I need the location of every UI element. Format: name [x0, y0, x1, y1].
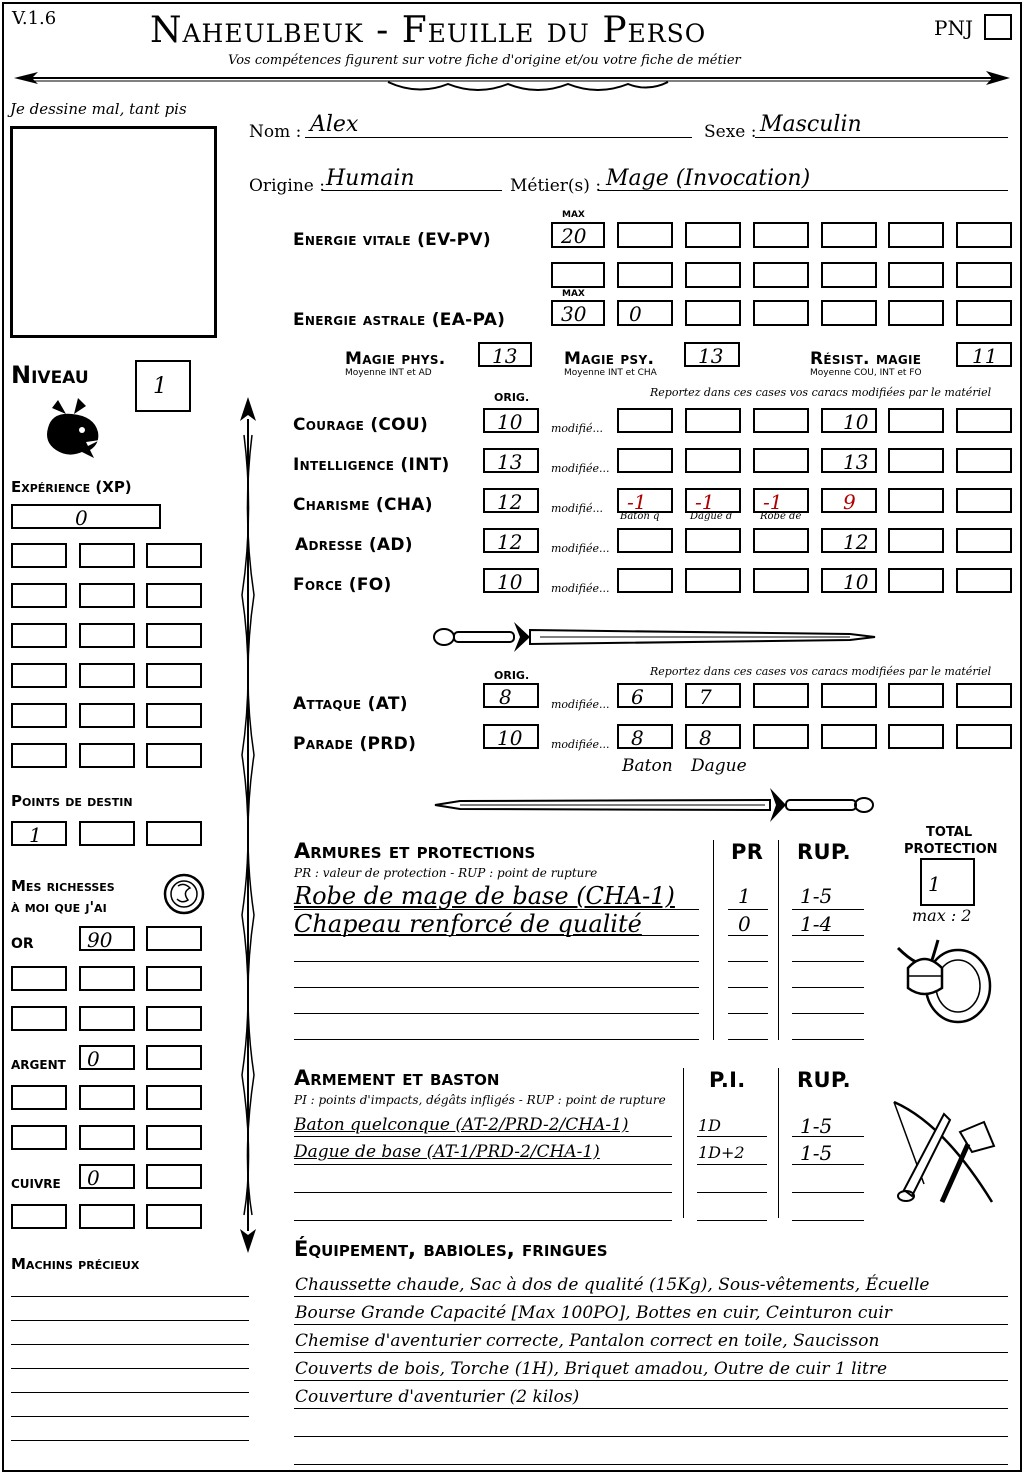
- magie-phys-label: Magie phys.: [345, 349, 446, 369]
- total-label-1: TOTAL: [926, 825, 973, 840]
- armures-line[interactable]: [728, 909, 768, 910]
- or-box-2[interactable]: [146, 926, 202, 951]
- carac-orig-box[interactable]: [483, 448, 539, 473]
- resist-magie-value: 11: [972, 344, 998, 368]
- armement-line[interactable]: [697, 1136, 767, 1137]
- armures-title: Armures et protections: [294, 839, 536, 863]
- ev-box-7[interactable]: [956, 222, 1012, 248]
- armement-col-rup: RUP.: [797, 1068, 851, 1092]
- origine-value[interactable]: Humain: [326, 166, 415, 191]
- sexe-underline: [755, 137, 1008, 138]
- ea-box-3[interactable]: [685, 300, 741, 326]
- combat-orig-label: ORIG.: [494, 669, 530, 682]
- metier-label: Métier(s) :: [510, 176, 602, 196]
- carac-orig-box[interactable]: [483, 528, 539, 553]
- carac-mod-box[interactable]: [956, 568, 1012, 593]
- prd-label: Parade (PRD): [293, 734, 417, 754]
- armures-subtitle: PR : valeur de protection - RUP : point de rupture: [294, 866, 598, 880]
- ev-box-4[interactable]: [753, 222, 809, 248]
- xp-grid-box[interactable]: [146, 743, 202, 768]
- sword-icon-2: [430, 780, 880, 830]
- ev-row2-box-4[interactable]: [753, 262, 809, 288]
- armement-title: Armement et baston: [294, 1066, 500, 1090]
- or-value: 90: [87, 928, 113, 952]
- prd-orig-value: 10: [497, 726, 523, 750]
- pnj-checkbox[interactable]: [984, 14, 1012, 40]
- ev-box-6[interactable]: [888, 222, 944, 248]
- carac-mod-box[interactable]: [956, 408, 1012, 433]
- machins-line[interactable]: [11, 1344, 249, 1345]
- page-subtitle: Vos compétences figurent sur votre fiche d'origine et/ou votre fiche de métier: [228, 53, 741, 68]
- cuivre-value: 0: [87, 1166, 100, 1190]
- xp-grid-box[interactable]: [79, 543, 135, 568]
- machins-line[interactable]: [11, 1320, 249, 1321]
- argent-row2-box-2[interactable]: [79, 1085, 135, 1110]
- machins-line[interactable]: [11, 1416, 249, 1417]
- armement-line[interactable]: [294, 1192, 672, 1193]
- pnj-label: PNJ: [934, 16, 973, 40]
- armures-line[interactable]: [728, 1013, 768, 1014]
- prd-box-3[interactable]: [753, 724, 809, 749]
- ev-max-box[interactable]: [551, 222, 605, 248]
- carac-mod-value: -1: [763, 490, 783, 514]
- xp-grid-box[interactable]: [79, 583, 135, 608]
- xp-grid-box[interactable]: [11, 743, 67, 768]
- or-row3-box-3[interactable]: [146, 1006, 202, 1031]
- or-row2-box-3[interactable]: [146, 966, 202, 991]
- dragon-icon: [38, 392, 106, 464]
- armures-line[interactable]: [792, 987, 864, 988]
- staff-icon: [228, 395, 268, 1255]
- carac-mod-box[interactable]: [753, 448, 809, 473]
- destin-box-1[interactable]: [11, 821, 67, 846]
- carac-mod-box[interactable]: [685, 448, 741, 473]
- argent-label: ARGENT: [11, 1058, 66, 1072]
- xp-value: 0: [75, 506, 88, 530]
- argent-box[interactable]: [79, 1045, 135, 1070]
- machins-line[interactable]: [11, 1368, 249, 1369]
- total-protection-box[interactable]: [920, 858, 975, 906]
- armement-line[interactable]: [792, 1164, 864, 1165]
- armement-line[interactable]: [294, 1220, 672, 1221]
- or-row3-box-1[interactable]: [11, 1006, 67, 1031]
- ev-row2-box-5[interactable]: [821, 262, 877, 288]
- armures-line[interactable]: [792, 961, 864, 962]
- armures-line[interactable]: [294, 935, 699, 936]
- ev-box-2[interactable]: [617, 222, 673, 248]
- total-protection-value: 1: [928, 872, 941, 896]
- destin-label: Points de destin: [11, 792, 133, 810]
- xp-grid-box[interactable]: [146, 543, 202, 568]
- carac-mod-box[interactable]: [617, 488, 673, 513]
- carac-mod-box[interactable]: [617, 568, 673, 593]
- origine-label: Origine :: [249, 176, 325, 196]
- prd-mod-label: modifiée...: [551, 738, 610, 751]
- prd-value-2: 8: [699, 726, 712, 750]
- resist-magie-sub: Moyenne COU, INT et FO: [810, 368, 922, 378]
- ea-max-label: MAX: [562, 289, 585, 299]
- carac-orig-value: 10: [497, 410, 523, 434]
- sword-icon: [430, 612, 880, 662]
- ev-row2-box-2[interactable]: [617, 262, 673, 288]
- carac-mod-box[interactable]: [617, 528, 673, 553]
- prd-box-1[interactable]: [617, 724, 673, 749]
- nom-value[interactable]: Alex: [310, 112, 359, 137]
- xp-grid-box[interactable]: [146, 623, 202, 648]
- carac-mod-box[interactable]: [821, 528, 877, 553]
- armures-divider-2: [778, 840, 779, 1040]
- xp-grid-box[interactable]: [79, 663, 135, 688]
- armement-line[interactable]: [294, 1164, 672, 1165]
- resist-magie-label: Résist. magie: [810, 349, 922, 369]
- equipement-line-text[interactable]: Chaussette chaude, Sac à dos de qualité (15Kg), Sous-vêtements, Écuelle: [295, 1275, 930, 1295]
- armure-item-1-name[interactable]: Robe de mage de base (CHA-1): [294, 882, 675, 910]
- carac-mod-box[interactable]: [753, 408, 809, 433]
- cuivre-row2-box-3[interactable]: [146, 1204, 202, 1229]
- arme-item-2-pi[interactable]: 1D+2: [698, 1143, 745, 1162]
- prd-box-4[interactable]: [821, 724, 877, 749]
- argent-row2-box-1[interactable]: [11, 1085, 67, 1110]
- richesses-label-1: Mes richesses: [11, 877, 115, 895]
- carac-mod-value: 10: [843, 410, 869, 434]
- origine-underline: [322, 190, 502, 191]
- ea-max-value: 30: [561, 302, 587, 326]
- carac-mod-box[interactable]: [753, 528, 809, 553]
- arme-item-1-pi[interactable]: 1D: [698, 1116, 722, 1135]
- equipement-line: [294, 1380, 1008, 1381]
- ea-box-6[interactable]: [888, 300, 944, 326]
- at-box-6[interactable]: [956, 683, 1012, 708]
- armures-line[interactable]: [294, 987, 699, 988]
- armures-line[interactable]: [792, 1013, 864, 1014]
- at-box-4[interactable]: [821, 683, 877, 708]
- armure-item-2-name[interactable]: Chapeau renforcé de qualité: [294, 910, 642, 938]
- xp-box[interactable]: [11, 504, 161, 529]
- armures-line[interactable]: [294, 909, 699, 910]
- carac-mod-box[interactable]: [753, 488, 809, 513]
- xp-grid-box[interactable]: [146, 583, 202, 608]
- total-label-2: PROTECTION: [904, 842, 998, 857]
- magie-phys-value: 13: [492, 344, 518, 368]
- carac-mod-box[interactable]: [821, 448, 877, 473]
- at-value-2: 7: [699, 685, 712, 709]
- xp-grid-box[interactable]: [146, 703, 202, 728]
- or-row2-box-1[interactable]: [11, 966, 67, 991]
- magie-psy-value: 13: [698, 344, 724, 368]
- at-mod-label: modifiée...: [551, 698, 610, 711]
- caracs-orig-label: ORIG.: [494, 391, 530, 404]
- equipement-line-text[interactable]: Couverts de bois, Torche (1H), Briquet amadou, Outre de cuir 1 litre: [295, 1359, 888, 1379]
- carac-label: Adresse (AD): [295, 535, 413, 555]
- caracs-note: Reportez dans ces cases vos caracs modifiées par le matériel: [650, 386, 992, 399]
- armement-divider-2: [778, 1068, 779, 1218]
- carac-mod-label: modifiée...: [551, 462, 610, 475]
- cuivre-row2-box-2[interactable]: [79, 1204, 135, 1229]
- armement-line[interactable]: [294, 1136, 672, 1137]
- carac-mod-box[interactable]: [821, 568, 877, 593]
- prd-orig-box[interactable]: [483, 724, 539, 749]
- carac-mod-box[interactable]: [821, 488, 877, 513]
- carac-mod-value: 12: [843, 530, 869, 554]
- armures-line[interactable]: [294, 961, 699, 962]
- at-orig-box[interactable]: [483, 683, 539, 708]
- equipement-line-text[interactable]: Bourse Grande Capacité [Max 100PO], Bottes en cuir, Ceinturon cuir: [295, 1303, 892, 1323]
- armement-line[interactable]: [792, 1220, 864, 1221]
- armure-item-2-pr[interactable]: 0: [738, 912, 751, 936]
- xp-grid-box[interactable]: [11, 663, 67, 688]
- carac-mod-box[interactable]: [888, 488, 944, 513]
- resist-magie-box[interactable]: [956, 342, 1012, 367]
- ev-box-3[interactable]: [685, 222, 741, 248]
- sexe-label: Sexe :: [704, 122, 757, 142]
- carac-label: Force (FO): [293, 575, 392, 595]
- carac-orig-value: 10: [497, 570, 523, 594]
- machins-line[interactable]: [11, 1440, 249, 1441]
- armement-line[interactable]: [697, 1192, 767, 1193]
- xp-grid-box[interactable]: [79, 703, 135, 728]
- cha-note-3: Robe de: [760, 511, 802, 522]
- armures-line[interactable]: [792, 935, 864, 936]
- at-value-1: 6: [631, 685, 644, 709]
- xp-grid-box[interactable]: [11, 703, 67, 728]
- carac-orig-value: 12: [497, 530, 523, 554]
- at-box-3[interactable]: [753, 683, 809, 708]
- ev-row2-box-7[interactable]: [956, 262, 1012, 288]
- carac-mod-box[interactable]: [753, 568, 809, 593]
- armures-line[interactable]: [728, 1039, 768, 1040]
- carac-mod-box[interactable]: [617, 448, 673, 473]
- equipement-line: [294, 1296, 1008, 1297]
- armures-line[interactable]: [728, 987, 768, 988]
- armure-item-2-rup[interactable]: 1-4: [800, 912, 833, 936]
- ev-label: Energie vitale (EV-PV): [293, 230, 491, 250]
- cha-note-1: Baton q: [620, 511, 660, 522]
- xp-grid-box[interactable]: [11, 623, 67, 648]
- ea-box-5[interactable]: [821, 300, 877, 326]
- argent-value: 0: [87, 1047, 100, 1071]
- equipement-line: [294, 1436, 1008, 1437]
- carac-mod-box[interactable]: [617, 408, 673, 433]
- sexe-value[interactable]: Masculin: [760, 112, 862, 137]
- armement-line[interactable]: [792, 1192, 864, 1193]
- equipement-line: [294, 1324, 1008, 1325]
- armures-col-rup: RUP.: [797, 840, 851, 864]
- carac-mod-box[interactable]: [888, 568, 944, 593]
- carac-mod-box[interactable]: [685, 568, 741, 593]
- prd-box-2[interactable]: [685, 724, 741, 749]
- at-orig-value: 8: [499, 685, 512, 709]
- carac-label: Courage (COU): [293, 415, 429, 435]
- carac-label: Charisme (CHA): [293, 495, 433, 515]
- carac-orig-box[interactable]: [483, 568, 539, 593]
- ea-box-7[interactable]: [956, 300, 1012, 326]
- or-label: OR: [11, 936, 34, 952]
- metier-value[interactable]: Mage (Invocation): [606, 166, 811, 191]
- machins-line[interactable]: [11, 1296, 249, 1297]
- carac-orig-box[interactable]: [483, 488, 539, 513]
- niveau-value: 1: [153, 374, 167, 399]
- equipement-title: Équipement, babioles, fringues: [294, 1237, 608, 1261]
- equipement-line: [294, 1408, 1008, 1409]
- ea-label: Energie astrale (EA-PA): [293, 310, 506, 330]
- version-label: V.1.6: [12, 8, 57, 29]
- carac-mod-box[interactable]: [685, 528, 741, 553]
- carac-mod-box[interactable]: [956, 488, 1012, 513]
- machins-label: Machins précieux: [11, 1255, 140, 1273]
- carac-mod-value: -1: [627, 490, 647, 514]
- helmet-shield-icon: [888, 928, 998, 1028]
- carac-label: Intelligence (INT): [293, 455, 450, 475]
- cuivre-row2-box-1[interactable]: [11, 1204, 67, 1229]
- carac-mod-box[interactable]: [956, 528, 1012, 553]
- armure-item-1-rup[interactable]: 1-5: [800, 884, 833, 908]
- arme-item-2-rup[interactable]: 1-5: [800, 1141, 833, 1165]
- carac-mod-label: modifié...: [551, 502, 603, 515]
- carac-mod-box[interactable]: [685, 488, 741, 513]
- armures-line[interactable]: [728, 961, 768, 962]
- ev-max-label: MAX: [562, 210, 585, 220]
- equipement-line-text[interactable]: Chemise d'aventurier correcte, Pantalon correct en toile, Saucisson: [295, 1331, 880, 1351]
- ea-box-4[interactable]: [753, 300, 809, 326]
- carac-mod-label: modifiée...: [551, 582, 610, 595]
- machins-line[interactable]: [11, 1392, 249, 1393]
- magie-phys-sub: Moyenne INT et AD: [345, 368, 432, 378]
- page-title: Naheulbeuk - Feuille du Perso: [150, 10, 707, 51]
- magie-psy-label: Magie psy.: [564, 349, 655, 369]
- weapons-icon: [884, 1094, 1004, 1212]
- or-row3-box-2[interactable]: [79, 1006, 135, 1031]
- ea-second-value: 0: [629, 302, 642, 326]
- armement-divider-1: [683, 1068, 684, 1218]
- argent-row3-box-3[interactable]: [146, 1125, 202, 1150]
- xp-label: Expérience (XP): [11, 478, 132, 496]
- spear-divider-icon: [8, 62, 1016, 98]
- magie-psy-sub: Moyenne INT et CHA: [564, 368, 657, 378]
- nom-label: Nom :: [249, 122, 302, 142]
- carac-mod-box[interactable]: [888, 528, 944, 553]
- cuivre-label: CUIVRE: [11, 1177, 61, 1191]
- nom-underline: [305, 137, 692, 138]
- armement-line[interactable]: [792, 1136, 864, 1137]
- xp-grid-box[interactable]: [79, 743, 135, 768]
- cha-note-2: Dague d: [690, 511, 733, 522]
- armement-col-pi: P.I.: [709, 1068, 746, 1092]
- carac-orig-box[interactable]: [483, 408, 539, 433]
- magie-psy-box[interactable]: [684, 342, 740, 367]
- argent-row3-box-1[interactable]: [11, 1125, 67, 1150]
- carac-mod-box[interactable]: [685, 408, 741, 433]
- prd-box-5[interactable]: [888, 724, 944, 749]
- carac-mod-label: modifiée...: [551, 542, 610, 555]
- destin-box-2[interactable]: [79, 821, 135, 846]
- carac-orig-value: 13: [497, 450, 523, 474]
- or-box[interactable]: [79, 926, 135, 951]
- armement-subtitle: PI : points d'impacts, dégâts infligés - RUP : point de rupture: [294, 1093, 666, 1107]
- prd-box-6[interactable]: [956, 724, 1012, 749]
- ev-row2-box-1[interactable]: [551, 262, 605, 288]
- niveau-box[interactable]: [135, 360, 191, 412]
- argent-row2-box-3[interactable]: [146, 1085, 202, 1110]
- ea-box-2[interactable]: [617, 300, 673, 326]
- equipement-line-text[interactable]: Couverture d'aventurier (2 kilos): [295, 1387, 580, 1407]
- xp-grid-box[interactable]: [11, 583, 67, 608]
- destin-box-3[interactable]: [146, 821, 202, 846]
- ev-box-5[interactable]: [821, 222, 877, 248]
- arme-item-1-name[interactable]: Baton quelconque (AT-2/PRD-2/CHA-1): [294, 1115, 629, 1135]
- armures-line[interactable]: [294, 1039, 699, 1040]
- arme-item-1-rup[interactable]: 1-5: [800, 1114, 833, 1138]
- carac-mod-value: -1: [695, 490, 715, 514]
- arme-item-2-name[interactable]: Dague de base (AT-1/PRD-2/CHA-1): [294, 1142, 600, 1162]
- at-box-2[interactable]: [685, 683, 741, 708]
- carac-mod-value: 10: [843, 570, 869, 594]
- at-box-5[interactable]: [888, 683, 944, 708]
- armures-col-pr: PR: [731, 840, 764, 864]
- cuivre-box[interactable]: [79, 1164, 135, 1189]
- prd-value-1: 8: [631, 726, 644, 750]
- at-label: Attaque (AT): [293, 694, 408, 714]
- armures-line[interactable]: [792, 1039, 864, 1040]
- armures-divider-1: [713, 840, 714, 1040]
- destin-value: 1: [29, 823, 42, 847]
- equipement-line: [294, 1352, 1008, 1353]
- carac-mod-box[interactable]: [888, 448, 944, 473]
- armement-line[interactable]: [697, 1164, 767, 1165]
- ev-row2-box-3[interactable]: [685, 262, 741, 288]
- xp-grid-box[interactable]: [146, 663, 202, 688]
- magie-phys-box[interactable]: [478, 342, 532, 367]
- ev-row2-box-6[interactable]: [888, 262, 944, 288]
- or-row2-box-2[interactable]: [79, 966, 135, 991]
- carac-mod-label: modifié...: [551, 422, 603, 435]
- argent-row3-box-2[interactable]: [79, 1125, 135, 1150]
- armement-line[interactable]: [697, 1220, 767, 1221]
- argent-box-2[interactable]: [146, 1045, 202, 1070]
- metier-underline: [598, 190, 1008, 191]
- portrait-box[interactable]: [10, 126, 217, 338]
- weapon-note-baton: Baton: [622, 756, 673, 776]
- ev-max-value: 20: [561, 224, 587, 248]
- armures-line[interactable]: [728, 935, 768, 936]
- xp-grid-box[interactable]: [79, 623, 135, 648]
- armures-line[interactable]: [294, 1013, 699, 1014]
- total-max-note: max : 2: [912, 906, 972, 925]
- combat-note: Reportez dans ces cases vos caracs modifiées par le matériel: [650, 665, 992, 678]
- carac-mod-box[interactable]: [888, 408, 944, 433]
- cuivre-box-2[interactable]: [146, 1164, 202, 1189]
- carac-mod-value: 13: [843, 450, 869, 474]
- carac-orig-value: 12: [497, 490, 523, 514]
- xp-grid-box[interactable]: [11, 543, 67, 568]
- portrait-caption: Je dessine mal, tant pis: [10, 100, 187, 118]
- ea-max-box[interactable]: [551, 300, 605, 326]
- carac-mod-value: 9: [843, 490, 856, 514]
- weapon-note-dague: Dague: [691, 756, 747, 776]
- niveau-label: Niveau: [11, 361, 89, 389]
- equipement-line: [294, 1464, 1008, 1465]
- coin-icon: [162, 872, 206, 916]
- richesses-label-2: à moi que j'ai: [11, 898, 107, 916]
- armures-line[interactable]: [792, 909, 864, 910]
- carac-mod-box[interactable]: [956, 448, 1012, 473]
- armure-item-1-pr[interactable]: 1: [738, 884, 751, 908]
- carac-mod-box[interactable]: [821, 408, 877, 433]
- at-box-1[interactable]: [617, 683, 673, 708]
